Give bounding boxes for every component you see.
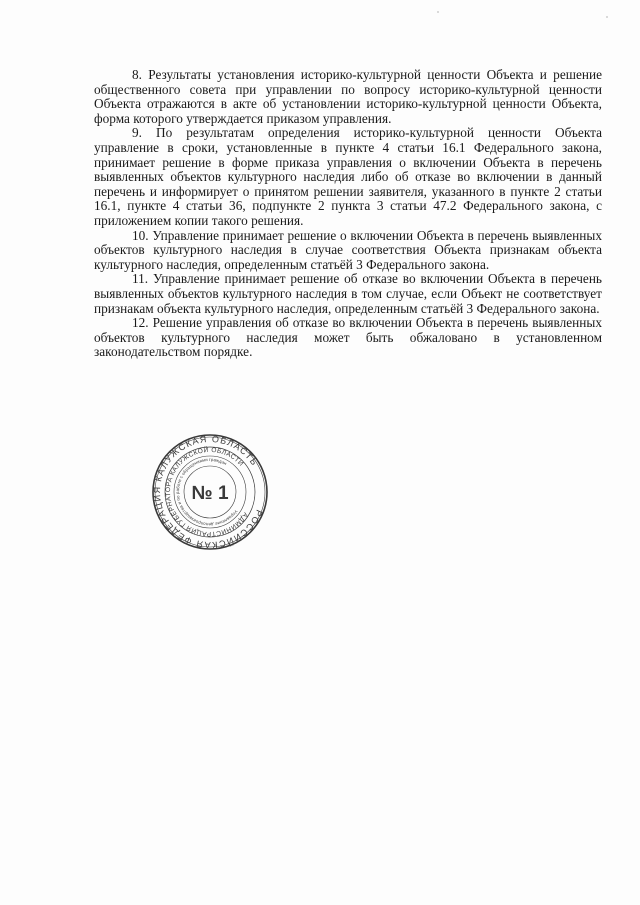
paragraph-12: 12. Решение управления об отказе во включении Объекта в перечень выявленных объектов культурного наследия может быть обжаловано в установленном законодательством порядке. xyxy=(94,315,602,360)
stamp-outer-text: РОССИЙСКАЯ ФЕДЕРАЦИЯ КАЛУЖСКАЯ ОБЛАСТЬ xyxy=(151,433,265,551)
paragraph-8: 8. Результаты установления историко-культурной ценности Объекта и решение общественного совета при управлении по вопросу историко-культурной ценности Объекта отражаются в акте об установлении историко-культурной ценности Объекта, форма которого утверждается приказом управления. xyxy=(94,67,602,126)
official-seal-stamp xyxy=(150,433,270,551)
scan-speck xyxy=(437,11,439,13)
paragraph-11: 11. Управление принимает решение об отказе во включении Объекта в перечень выявленных объектов культурного наследия в том случае, если Объект не соответствует признакам объекта культурного наследия, определенным статьёй 3 Федерального закона. xyxy=(94,271,602,316)
document-body xyxy=(94,68,602,360)
stamp-middle-text: АДМИНИСТРАЦИЯ ГУБЕРНАТОРА КАЛУЖСКОЙ ОБЛАСТИ xyxy=(164,446,249,538)
stamp-inner-text: Управление делопроизводства и по работе с обращениями граждан xyxy=(174,456,239,528)
paragraph-9: 9. По результатам определения историко-культурной ценности Объекта управление в сроки, установленные в пункте 4 статьи 16.1 Федерального закона, принимает решение в форме приказа управления о включении Объекта в перечень выявленных объектов культурного наследия либо об отказе во включении в данный перечень и информирует о принятом решении заявителя, указанного в пункте 2 статьи 16.1, пункте 4 статьи 36, подпункте 2 пункта 3 статьи 47.2 Федерального закона, с приложением копии такого решения. xyxy=(94,125,602,228)
scan-speck xyxy=(606,16,608,18)
paragraph-10: 10. Управление принимает решение о включении Объекта в перечень выявленных объектов культурного наследия в случае соответствия Объекта признакам объекта культурного наследия, определенным статьёй 3 Федерального закона. xyxy=(94,227,602,272)
stamp-number: № 1 xyxy=(191,483,229,504)
